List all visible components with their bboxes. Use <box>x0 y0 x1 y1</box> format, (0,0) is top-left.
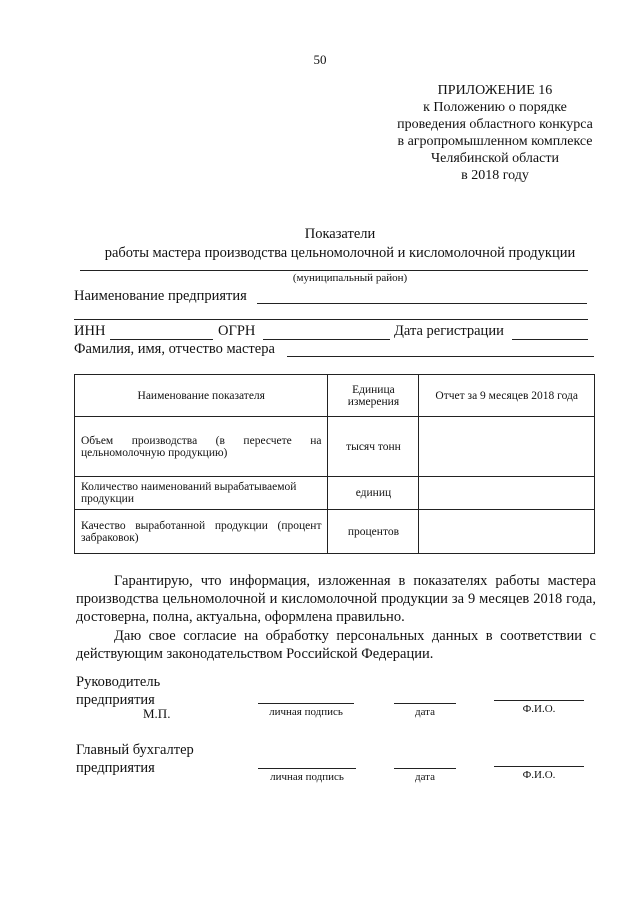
inn-label: ИНН <box>74 323 106 339</box>
indicator-report-cell[interactable] <box>419 417 595 477</box>
indicator-unit: процентов <box>328 510 419 554</box>
accountant-title: Главный бухгалтер <box>76 742 194 758</box>
header-indicator-name: Наименование показателя <box>75 375 328 417</box>
guarantee-paragraph: Гарантирую, что информация, изложенная в показателях работы мастера производства цельномолочной и кисломолочной продукции за 9 месяцев 2018 года, достоверна, полна, актуальна, оформлена правильно. <box>76 573 596 625</box>
indicator-report-cell[interactable] <box>419 510 595 554</box>
accountant-date-caption: дата <box>414 771 436 783</box>
indicator-name: Объем производства (в пересчете на цельномолочную продукцию) <box>75 417 328 477</box>
accountant-fio-caption: Ф.И.О. <box>522 769 556 781</box>
enterprise-field-line2[interactable] <box>74 319 588 320</box>
head-date-field[interactable] <box>394 703 456 704</box>
indicator-name: Качество выработанной продукции (процент забраковок) <box>75 510 328 554</box>
enterprise-label: Наименование предприятия <box>74 288 247 304</box>
appendix-header <box>370 82 620 184</box>
table-header-row <box>75 375 595 417</box>
accountant-signature-label <box>76 741 194 777</box>
header-report: Отчет за 9 месяцев 2018 года <box>419 375 595 417</box>
appendix-line: Челябинской области <box>431 151 559 166</box>
title-line-2: работы мастера производства цельномолочной и кисломолочной продукции <box>104 245 576 261</box>
consent-paragraph: Даю свое согласие на обработку персональных данных в соответствии с действующим законодательством Российской Федерации. <box>76 628 596 662</box>
registration-date-field[interactable] <box>512 339 588 340</box>
inn-field[interactable] <box>110 339 213 340</box>
head-enterprise: предприятия <box>76 692 155 708</box>
ogrn-label: ОГРН <box>218 323 256 339</box>
head-signature-field[interactable] <box>258 703 354 704</box>
enterprise-field[interactable] <box>257 303 587 304</box>
appendix-title: ПРИЛОЖЕНИЕ 16 <box>437 83 553 98</box>
accountant-fio-field[interactable] <box>494 766 584 767</box>
appendix-line: проведения областного конкурса <box>397 117 593 132</box>
head-fio-caption: Ф.И.О. <box>522 703 556 715</box>
appendix-line: к Положению о порядке <box>423 100 567 115</box>
head-signature-caption: личная подпись <box>269 706 343 718</box>
indicators-table <box>74 374 595 554</box>
district-underline[interactable] <box>80 270 588 271</box>
table-row <box>75 477 595 510</box>
accountant-date-field[interactable] <box>394 768 456 769</box>
appendix-line: в 2018 году <box>461 168 529 183</box>
accountant-signature-field[interactable] <box>258 768 356 769</box>
stamp-placeholder: М.П. <box>143 706 171 721</box>
accountant-signature-caption: личная подпись <box>270 771 344 783</box>
registration-date-label: Дата регистрации <box>394 323 504 339</box>
appendix-line: в агропромышленном комплексе <box>397 134 593 149</box>
table-row <box>75 510 595 554</box>
title-line-1: Показатели <box>304 226 376 242</box>
head-fio-field[interactable] <box>494 700 584 701</box>
master-name-field[interactable] <box>287 356 594 357</box>
head-signature-label <box>76 673 160 709</box>
master-name-label: Фамилия, имя, отчество мастера <box>74 341 275 357</box>
document-title <box>60 225 620 263</box>
indicator-report-cell[interactable] <box>419 477 595 510</box>
head-date-caption: дата <box>414 706 436 718</box>
indicator-name: Количество наименований вырабатываемой продукции <box>75 477 328 510</box>
head-title: Руководитель <box>76 674 161 690</box>
ogrn-field[interactable] <box>263 339 390 340</box>
indicator-unit: единиц <box>328 477 419 510</box>
district-caption: (муниципальный район) <box>292 272 408 284</box>
indicator-unit: тысяч тонн <box>328 417 419 477</box>
page-number: 50 <box>313 52 327 67</box>
header-unit: Единица измерения <box>328 375 419 417</box>
table-row <box>75 417 595 477</box>
accountant-enterprise: предприятия <box>76 760 155 776</box>
